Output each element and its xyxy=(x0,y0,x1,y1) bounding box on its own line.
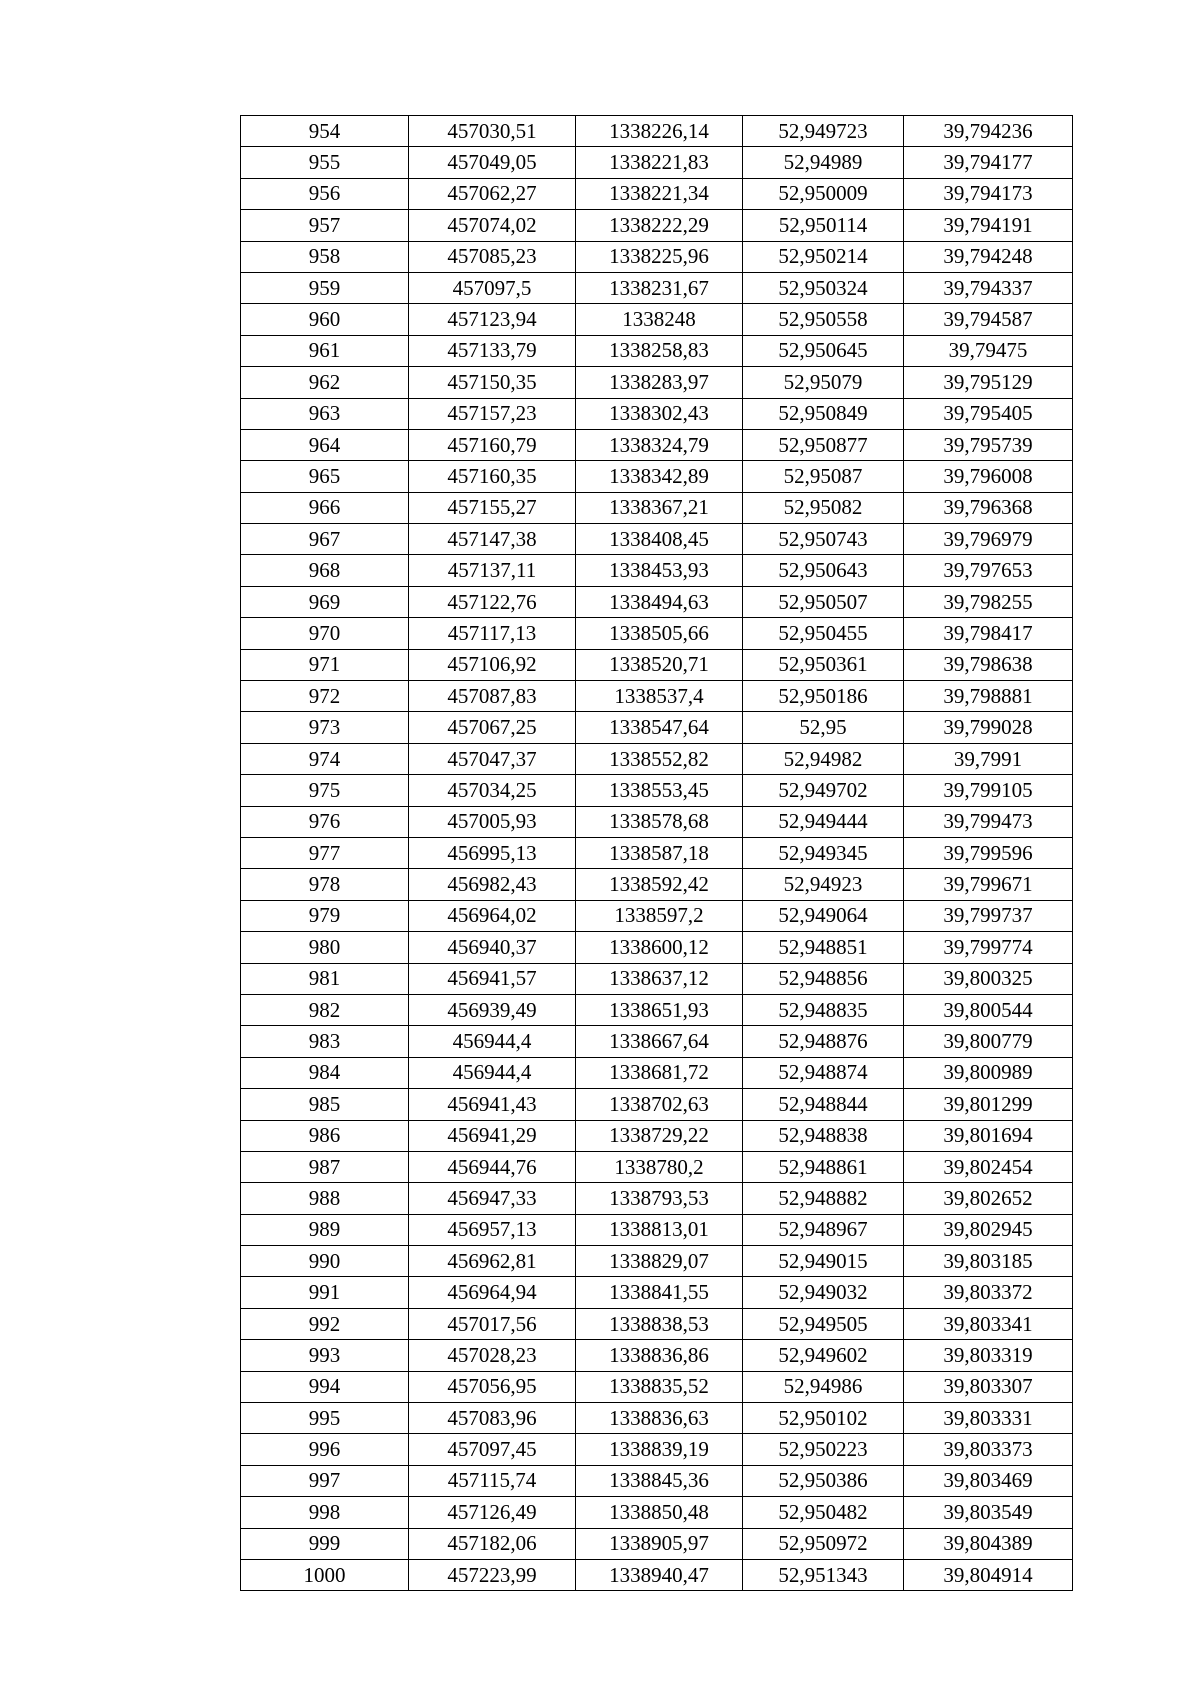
table-row xyxy=(241,806,1073,837)
point-number-cell: 993 xyxy=(241,1340,409,1371)
point-number-cell: 992 xyxy=(241,1308,409,1339)
x-coordinate-cell: 457017,56 xyxy=(409,1308,576,1339)
x-coordinate-cell: 457062,27 xyxy=(409,178,576,209)
longitude-cell: 39,804914 xyxy=(904,1559,1073,1590)
point-number-cell: 983 xyxy=(241,1026,409,1057)
table-row xyxy=(241,1559,1073,1590)
longitude-cell: 39,794177 xyxy=(904,147,1073,178)
point-number-cell: 985 xyxy=(241,1089,409,1120)
y-coordinate-cell: 1338547,64 xyxy=(576,712,743,743)
longitude-cell: 39,802454 xyxy=(904,1151,1073,1182)
longitude-cell: 39,799028 xyxy=(904,712,1073,743)
latitude-cell: 52,951343 xyxy=(743,1559,904,1590)
y-coordinate-cell: 1338553,45 xyxy=(576,775,743,806)
x-coordinate-cell: 457157,23 xyxy=(409,398,576,429)
x-coordinate-cell: 457160,79 xyxy=(409,429,576,460)
latitude-cell: 52,950455 xyxy=(743,618,904,649)
table-row xyxy=(241,1214,1073,1245)
point-number-cell: 961 xyxy=(241,335,409,366)
latitude-cell: 52,948844 xyxy=(743,1089,904,1120)
table-row xyxy=(241,1151,1073,1182)
point-number-cell: 954 xyxy=(241,116,409,147)
longitude-cell: 39,803307 xyxy=(904,1371,1073,1402)
table-row xyxy=(241,649,1073,680)
table-row xyxy=(241,429,1073,460)
latitude-cell: 52,95082 xyxy=(743,492,904,523)
y-coordinate-cell: 1338226,14 xyxy=(576,116,743,147)
point-number-cell: 956 xyxy=(241,178,409,209)
table-row xyxy=(241,1371,1073,1402)
table-row xyxy=(241,900,1073,931)
point-number-cell: 987 xyxy=(241,1151,409,1182)
longitude-cell: 39,803319 xyxy=(904,1340,1073,1371)
point-number-cell: 978 xyxy=(241,869,409,900)
y-coordinate-cell: 1338905,97 xyxy=(576,1528,743,1559)
table-row xyxy=(241,1089,1073,1120)
longitude-cell: 39,798255 xyxy=(904,586,1073,617)
latitude-cell: 52,950643 xyxy=(743,555,904,586)
latitude-cell: 52,950114 xyxy=(743,210,904,241)
point-number-cell: 988 xyxy=(241,1183,409,1214)
latitude-cell: 52,95087 xyxy=(743,461,904,492)
x-coordinate-cell: 457115,74 xyxy=(409,1465,576,1496)
table-row xyxy=(241,994,1073,1025)
latitude-cell: 52,949032 xyxy=(743,1277,904,1308)
latitude-cell: 52,948856 xyxy=(743,963,904,994)
longitude-cell: 39,798417 xyxy=(904,618,1073,649)
point-number-cell: 980 xyxy=(241,932,409,963)
x-coordinate-cell: 457126,49 xyxy=(409,1497,576,1528)
x-coordinate-cell: 457067,25 xyxy=(409,712,576,743)
table-row xyxy=(241,398,1073,429)
latitude-cell: 52,948876 xyxy=(743,1026,904,1057)
y-coordinate-cell: 1338597,2 xyxy=(576,900,743,931)
latitude-cell: 52,950972 xyxy=(743,1528,904,1559)
x-coordinate-cell: 456947,33 xyxy=(409,1183,576,1214)
latitude-cell: 52,950324 xyxy=(743,272,904,303)
y-coordinate-cell: 1338248 xyxy=(576,304,743,335)
x-coordinate-cell: 456995,13 xyxy=(409,837,576,868)
table-row xyxy=(241,775,1073,806)
point-number-cell: 958 xyxy=(241,241,409,272)
table-row xyxy=(241,1057,1073,1088)
point-number-cell: 982 xyxy=(241,994,409,1025)
y-coordinate-cell: 1338651,93 xyxy=(576,994,743,1025)
point-number-cell: 990 xyxy=(241,1246,409,1277)
table-row xyxy=(241,241,1073,272)
latitude-cell: 52,948874 xyxy=(743,1057,904,1088)
longitude-cell: 39,797653 xyxy=(904,555,1073,586)
table-row xyxy=(241,743,1073,774)
table-row xyxy=(241,367,1073,398)
longitude-cell: 39,795129 xyxy=(904,367,1073,398)
table-row xyxy=(241,869,1073,900)
y-coordinate-cell: 1338342,89 xyxy=(576,461,743,492)
latitude-cell: 52,95079 xyxy=(743,367,904,398)
y-coordinate-cell: 1338505,66 xyxy=(576,618,743,649)
x-coordinate-cell: 456964,02 xyxy=(409,900,576,931)
longitude-cell: 39,803185 xyxy=(904,1246,1073,1277)
latitude-cell: 52,95 xyxy=(743,712,904,743)
longitude-cell: 39,803549 xyxy=(904,1497,1073,1528)
y-coordinate-cell: 1338231,67 xyxy=(576,272,743,303)
y-coordinate-cell: 1338845,36 xyxy=(576,1465,743,1496)
x-coordinate-cell: 456957,13 xyxy=(409,1214,576,1245)
point-number-cell: 979 xyxy=(241,900,409,931)
x-coordinate-cell: 457223,99 xyxy=(409,1559,576,1590)
y-coordinate-cell: 1338839,19 xyxy=(576,1434,743,1465)
x-coordinate-cell: 457097,5 xyxy=(409,272,576,303)
y-coordinate-cell: 1338813,01 xyxy=(576,1214,743,1245)
y-coordinate-cell: 1338729,22 xyxy=(576,1120,743,1151)
table-row xyxy=(241,1340,1073,1371)
x-coordinate-cell: 457117,13 xyxy=(409,618,576,649)
y-coordinate-cell: 1338453,93 xyxy=(576,555,743,586)
point-number-cell: 996 xyxy=(241,1434,409,1465)
table-row xyxy=(241,681,1073,712)
latitude-cell: 52,950009 xyxy=(743,178,904,209)
table-row xyxy=(241,1277,1073,1308)
point-number-cell: 969 xyxy=(241,586,409,617)
latitude-cell: 52,950482 xyxy=(743,1497,904,1528)
x-coordinate-cell: 457122,76 xyxy=(409,586,576,617)
point-number-cell: 959 xyxy=(241,272,409,303)
x-coordinate-cell: 457160,35 xyxy=(409,461,576,492)
longitude-cell: 39,799671 xyxy=(904,869,1073,900)
longitude-cell: 39,800779 xyxy=(904,1026,1073,1057)
y-coordinate-cell: 1338829,07 xyxy=(576,1246,743,1277)
latitude-cell: 52,950645 xyxy=(743,335,904,366)
point-number-cell: 995 xyxy=(241,1403,409,1434)
point-number-cell: 984 xyxy=(241,1057,409,1088)
latitude-cell: 52,950102 xyxy=(743,1403,904,1434)
x-coordinate-cell: 457147,38 xyxy=(409,524,576,555)
latitude-cell: 52,950877 xyxy=(743,429,904,460)
latitude-cell: 52,949723 xyxy=(743,116,904,147)
longitude-cell: 39,795405 xyxy=(904,398,1073,429)
y-coordinate-cell: 1338302,43 xyxy=(576,398,743,429)
latitude-cell: 52,950386 xyxy=(743,1465,904,1496)
x-coordinate-cell: 457083,96 xyxy=(409,1403,576,1434)
latitude-cell: 52,950186 xyxy=(743,681,904,712)
point-number-cell: 960 xyxy=(241,304,409,335)
point-number-cell: 1000 xyxy=(241,1559,409,1590)
longitude-cell: 39,802652 xyxy=(904,1183,1073,1214)
longitude-cell: 39,794236 xyxy=(904,116,1073,147)
table-row xyxy=(241,272,1073,303)
longitude-cell: 39,799774 xyxy=(904,932,1073,963)
y-coordinate-cell: 1338702,63 xyxy=(576,1089,743,1120)
table-row xyxy=(241,492,1073,523)
latitude-cell: 52,950849 xyxy=(743,398,904,429)
latitude-cell: 52,950507 xyxy=(743,586,904,617)
latitude-cell: 52,948882 xyxy=(743,1183,904,1214)
longitude-cell: 39,796979 xyxy=(904,524,1073,555)
y-coordinate-cell: 1338324,79 xyxy=(576,429,743,460)
point-number-cell: 966 xyxy=(241,492,409,523)
latitude-cell: 52,949702 xyxy=(743,775,904,806)
table-row xyxy=(241,1183,1073,1214)
latitude-cell: 52,948838 xyxy=(743,1120,904,1151)
point-number-cell: 968 xyxy=(241,555,409,586)
longitude-cell: 39,803331 xyxy=(904,1403,1073,1434)
x-coordinate-cell: 457030,51 xyxy=(409,116,576,147)
table-row xyxy=(241,712,1073,743)
longitude-cell: 39,7991 xyxy=(904,743,1073,774)
table-row xyxy=(241,304,1073,335)
y-coordinate-cell: 1338221,34 xyxy=(576,178,743,209)
x-coordinate-cell: 457056,95 xyxy=(409,1371,576,1402)
longitude-cell: 39,794191 xyxy=(904,210,1073,241)
y-coordinate-cell: 1338835,52 xyxy=(576,1371,743,1402)
latitude-cell: 52,950223 xyxy=(743,1434,904,1465)
latitude-cell: 52,950558 xyxy=(743,304,904,335)
point-number-cell: 963 xyxy=(241,398,409,429)
table-row xyxy=(241,1308,1073,1339)
longitude-cell: 39,796368 xyxy=(904,492,1073,523)
x-coordinate-cell: 457028,23 xyxy=(409,1340,576,1371)
y-coordinate-cell: 1338838,53 xyxy=(576,1308,743,1339)
table-row xyxy=(241,963,1073,994)
x-coordinate-cell: 457087,83 xyxy=(409,681,576,712)
point-number-cell: 970 xyxy=(241,618,409,649)
longitude-cell: 39,800325 xyxy=(904,963,1073,994)
y-coordinate-cell: 1338537,4 xyxy=(576,681,743,712)
longitude-cell: 39,803469 xyxy=(904,1465,1073,1496)
x-coordinate-cell: 456944,4 xyxy=(409,1026,576,1057)
table-row xyxy=(241,1026,1073,1057)
y-coordinate-cell: 1338283,97 xyxy=(576,367,743,398)
longitude-cell: 39,795739 xyxy=(904,429,1073,460)
y-coordinate-cell: 1338780,2 xyxy=(576,1151,743,1182)
latitude-cell: 52,949444 xyxy=(743,806,904,837)
longitude-cell: 39,800544 xyxy=(904,994,1073,1025)
longitude-cell: 39,803341 xyxy=(904,1308,1073,1339)
y-coordinate-cell: 1338552,82 xyxy=(576,743,743,774)
longitude-cell: 39,794337 xyxy=(904,272,1073,303)
latitude-cell: 52,94923 xyxy=(743,869,904,900)
y-coordinate-cell: 1338494,63 xyxy=(576,586,743,617)
longitude-cell: 39,799596 xyxy=(904,837,1073,868)
point-number-cell: 965 xyxy=(241,461,409,492)
latitude-cell: 52,948967 xyxy=(743,1214,904,1245)
x-coordinate-cell: 456944,76 xyxy=(409,1151,576,1182)
longitude-cell: 39,799105 xyxy=(904,775,1073,806)
table-row xyxy=(241,932,1073,963)
point-number-cell: 967 xyxy=(241,524,409,555)
x-coordinate-cell: 457155,27 xyxy=(409,492,576,523)
longitude-cell: 39,799473 xyxy=(904,806,1073,837)
y-coordinate-cell: 1338836,86 xyxy=(576,1340,743,1371)
point-number-cell: 955 xyxy=(241,147,409,178)
latitude-cell: 52,94986 xyxy=(743,1371,904,1402)
x-coordinate-cell: 457150,35 xyxy=(409,367,576,398)
y-coordinate-cell: 1338587,18 xyxy=(576,837,743,868)
point-number-cell: 977 xyxy=(241,837,409,868)
longitude-cell: 39,79475 xyxy=(904,335,1073,366)
x-coordinate-cell: 457123,94 xyxy=(409,304,576,335)
point-number-cell: 957 xyxy=(241,210,409,241)
latitude-cell: 52,94982 xyxy=(743,743,904,774)
x-coordinate-cell: 457049,05 xyxy=(409,147,576,178)
latitude-cell: 52,949015 xyxy=(743,1246,904,1277)
y-coordinate-cell: 1338793,53 xyxy=(576,1183,743,1214)
x-coordinate-cell: 456944,4 xyxy=(409,1057,576,1088)
longitude-cell: 39,801299 xyxy=(904,1089,1073,1120)
y-coordinate-cell: 1338578,68 xyxy=(576,806,743,837)
table-row xyxy=(241,116,1073,147)
y-coordinate-cell: 1338225,96 xyxy=(576,241,743,272)
y-coordinate-cell: 1338681,72 xyxy=(576,1057,743,1088)
x-coordinate-cell: 456941,29 xyxy=(409,1120,576,1151)
x-coordinate-cell: 457005,93 xyxy=(409,806,576,837)
x-coordinate-cell: 457106,92 xyxy=(409,649,576,680)
table-row xyxy=(241,1434,1073,1465)
y-coordinate-cell: 1338367,21 xyxy=(576,492,743,523)
y-coordinate-cell: 1338258,83 xyxy=(576,335,743,366)
longitude-cell: 39,794248 xyxy=(904,241,1073,272)
longitude-cell: 39,796008 xyxy=(904,461,1073,492)
x-coordinate-cell: 457097,45 xyxy=(409,1434,576,1465)
y-coordinate-cell: 1338940,47 xyxy=(576,1559,743,1590)
x-coordinate-cell: 457133,79 xyxy=(409,335,576,366)
latitude-cell: 52,949345 xyxy=(743,837,904,868)
coordinates-table xyxy=(240,115,1073,1591)
table-row xyxy=(241,1528,1073,1559)
x-coordinate-cell: 456941,57 xyxy=(409,963,576,994)
table-row xyxy=(241,1403,1073,1434)
y-coordinate-cell: 1338667,64 xyxy=(576,1026,743,1057)
point-number-cell: 971 xyxy=(241,649,409,680)
y-coordinate-cell: 1338222,29 xyxy=(576,210,743,241)
table-row xyxy=(241,1246,1073,1277)
latitude-cell: 52,948835 xyxy=(743,994,904,1025)
latitude-cell: 52,948851 xyxy=(743,932,904,963)
point-number-cell: 962 xyxy=(241,367,409,398)
y-coordinate-cell: 1338408,45 xyxy=(576,524,743,555)
x-coordinate-cell: 456964,94 xyxy=(409,1277,576,1308)
x-coordinate-cell: 456939,49 xyxy=(409,994,576,1025)
latitude-cell: 52,949602 xyxy=(743,1340,904,1371)
longitude-cell: 39,802945 xyxy=(904,1214,1073,1245)
longitude-cell: 39,803372 xyxy=(904,1277,1073,1308)
longitude-cell: 39,804389 xyxy=(904,1528,1073,1559)
table-row xyxy=(241,147,1073,178)
point-number-cell: 976 xyxy=(241,806,409,837)
point-number-cell: 986 xyxy=(241,1120,409,1151)
x-coordinate-cell: 456940,37 xyxy=(409,932,576,963)
y-coordinate-cell: 1338841,55 xyxy=(576,1277,743,1308)
x-coordinate-cell: 457137,11 xyxy=(409,555,576,586)
latitude-cell: 52,949505 xyxy=(743,1308,904,1339)
x-coordinate-cell: 457034,25 xyxy=(409,775,576,806)
x-coordinate-cell: 456941,43 xyxy=(409,1089,576,1120)
table-row xyxy=(241,586,1073,617)
point-number-cell: 981 xyxy=(241,963,409,994)
y-coordinate-cell: 1338221,83 xyxy=(576,147,743,178)
latitude-cell: 52,950214 xyxy=(743,241,904,272)
point-number-cell: 997 xyxy=(241,1465,409,1496)
longitude-cell: 39,800989 xyxy=(904,1057,1073,1088)
coordinates-table-body xyxy=(241,116,1073,1591)
point-number-cell: 972 xyxy=(241,681,409,712)
x-coordinate-cell: 457047,37 xyxy=(409,743,576,774)
table-row xyxy=(241,618,1073,649)
longitude-cell: 39,794173 xyxy=(904,178,1073,209)
latitude-cell: 52,950743 xyxy=(743,524,904,555)
latitude-cell: 52,94989 xyxy=(743,147,904,178)
table-row xyxy=(241,1120,1073,1151)
point-number-cell: 975 xyxy=(241,775,409,806)
table-row xyxy=(241,555,1073,586)
latitude-cell: 52,949064 xyxy=(743,900,904,931)
point-number-cell: 991 xyxy=(241,1277,409,1308)
longitude-cell: 39,798881 xyxy=(904,681,1073,712)
point-number-cell: 999 xyxy=(241,1528,409,1559)
table-row xyxy=(241,524,1073,555)
x-coordinate-cell: 456962,81 xyxy=(409,1246,576,1277)
longitude-cell: 39,803373 xyxy=(904,1434,1073,1465)
y-coordinate-cell: 1338520,71 xyxy=(576,649,743,680)
latitude-cell: 52,950361 xyxy=(743,649,904,680)
table-row xyxy=(241,335,1073,366)
table-row xyxy=(241,210,1073,241)
longitude-cell: 39,801694 xyxy=(904,1120,1073,1151)
latitude-cell: 52,948861 xyxy=(743,1151,904,1182)
table-row xyxy=(241,1497,1073,1528)
x-coordinate-cell: 457182,06 xyxy=(409,1528,576,1559)
table-row xyxy=(241,178,1073,209)
table-row xyxy=(241,461,1073,492)
y-coordinate-cell: 1338592,42 xyxy=(576,869,743,900)
longitude-cell: 39,799737 xyxy=(904,900,1073,931)
y-coordinate-cell: 1338836,63 xyxy=(576,1403,743,1434)
x-coordinate-cell: 457074,02 xyxy=(409,210,576,241)
point-number-cell: 974 xyxy=(241,743,409,774)
y-coordinate-cell: 1338637,12 xyxy=(576,963,743,994)
point-number-cell: 994 xyxy=(241,1371,409,1402)
table-row xyxy=(241,1465,1073,1496)
table-row xyxy=(241,837,1073,868)
point-number-cell: 989 xyxy=(241,1214,409,1245)
longitude-cell: 39,794587 xyxy=(904,304,1073,335)
point-number-cell: 973 xyxy=(241,712,409,743)
y-coordinate-cell: 1338600,12 xyxy=(576,932,743,963)
point-number-cell: 964 xyxy=(241,429,409,460)
x-coordinate-cell: 457085,23 xyxy=(409,241,576,272)
x-coordinate-cell: 456982,43 xyxy=(409,869,576,900)
longitude-cell: 39,798638 xyxy=(904,649,1073,680)
point-number-cell: 998 xyxy=(241,1497,409,1528)
y-coordinate-cell: 1338850,48 xyxy=(576,1497,743,1528)
